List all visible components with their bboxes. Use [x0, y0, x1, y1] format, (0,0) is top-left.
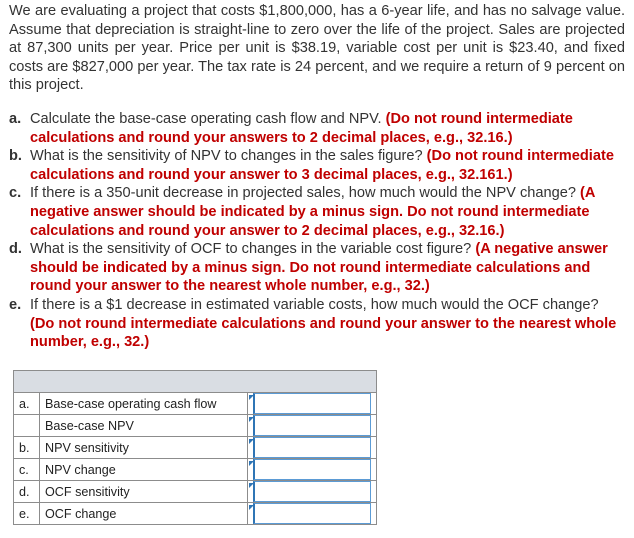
row-label: NPV change — [40, 459, 248, 481]
question-hint: (A negative answer should be indicated by a minus sign. Do not round intermediate calculations and round your answer to 2 decimal places, e.g., 32.16.) — [30, 185, 595, 239]
base-case-npv-input[interactable] — [253, 415, 371, 436]
row-label: NPV sensitivity — [40, 437, 248, 459]
question-letter: e. — [9, 296, 22, 313]
npv-change-input[interactable] — [253, 459, 371, 480]
ocf-sensitivity-input[interactable] — [253, 481, 371, 502]
question-text: What is the sensitivity of OCF to changes in the variable cost figure? — [30, 241, 472, 258]
question-letter: a. — [9, 111, 22, 127]
row-letter: d. — [14, 481, 40, 503]
row-label: OCF change — [40, 503, 248, 525]
base-case-ocf-input[interactable] — [253, 393, 371, 414]
question-d — [9, 240, 625, 296]
question-e — [9, 296, 625, 352]
question-a — [9, 110, 625, 147]
row-letter: c. — [14, 459, 40, 481]
question-hint: (Do not round intermediate calculations and round your answer to the nearest whole number, e.g., 32.) — [30, 315, 617, 351]
problem-statement: We are evaluating a project that costs $1,800,000, has a 6-year life, and has no salvage value. Assume that depreciation is straight-line to zero over the life of the project. Sales are projected at 87,300 units per year. Price per unit is $38.19, variable cost per unit is $23.40, and fixed costs are $827,000 per year. The tax rate is 24 percent, and we require a return of 9 percent on this project. — [9, 3, 625, 94]
row-label: OCF sensitivity — [40, 481, 248, 503]
question-text: If there is a $1 decrease in estimated variable costs, how much would the OCF change? — [30, 296, 599, 313]
question-c — [9, 184, 625, 240]
row-label: Base-case operating cash flow — [40, 393, 248, 415]
question-text: If there is a 350-unit decrease in projected sales, how much would the NPV change? — [30, 185, 576, 202]
answer-row-npv-change — [14, 459, 377, 481]
answer-row-ocf-change — [14, 503, 377, 525]
question-letter: b. — [9, 148, 22, 165]
question-hint: (Do not round intermediate calculations and round your answer to 3 decimal places, e.g., 32.161.) — [30, 148, 614, 183]
answer-row-base-case-ocf — [14, 393, 377, 415]
question-hint: (A negative answer should be indicated by a minus sign. Do not round intermediate calculations and round your answer to the nearest whole number, e.g., 32.) — [30, 241, 608, 295]
question-text: Calculate the base-case operating cash flow and NPV. — [30, 111, 382, 127]
npv-sensitivity-input[interactable] — [253, 437, 371, 458]
row-letter: b. — [14, 437, 40, 459]
question-b — [9, 147, 625, 184]
answer-row-base-case-npv — [14, 415, 377, 437]
question-list — [9, 110, 625, 352]
answer-table-header — [14, 371, 377, 393]
question-letter: c. — [9, 185, 22, 202]
answer-table — [13, 370, 377, 525]
row-label: Base-case NPV — [40, 415, 248, 437]
question-text: What is the sensitivity of NPV to changes in the sales figure? — [30, 148, 423, 165]
question-letter: d. — [9, 241, 22, 258]
answer-row-ocf-sensitivity — [14, 481, 377, 503]
row-letter — [14, 415, 40, 437]
ocf-change-input[interactable] — [253, 503, 371, 524]
answer-row-npv-sensitivity — [14, 437, 377, 459]
question-hint: (Do not round intermediate calculations and round your answers to 2 decimal places, e.g., 32.16.) — [30, 111, 573, 146]
row-letter: e. — [14, 503, 40, 525]
row-letter: a. — [14, 393, 40, 415]
